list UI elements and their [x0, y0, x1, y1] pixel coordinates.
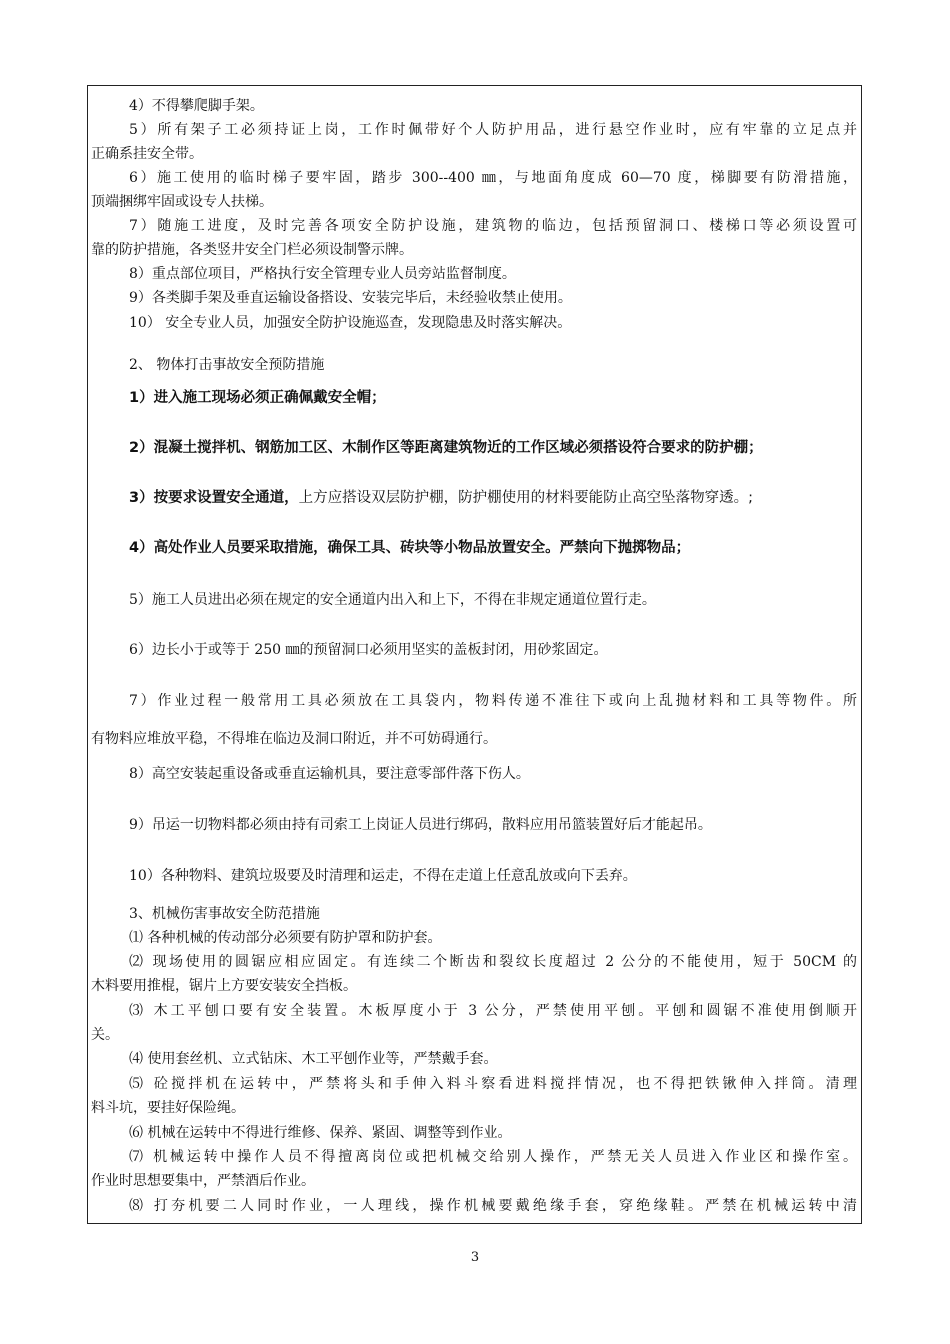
text-line: 9）吊运一切物料都必须由持有司索工上岗证人员进行绑码，散料应用吊篮装置好后才能起吊。	[129, 817, 712, 833]
text-line: 6）边长小于或等于 250 ㎜的预留洞口必须用坚实的盖板封闭，用砂浆固定。	[129, 642, 608, 658]
text-line: 5）所有架子工必须持证上岗，工作时佩带好个人防护用品，进行悬空作业时，应有牢靠的立足点并	[129, 122, 857, 138]
text-line: 木料要用推棍，锯片上方要安装安全挡板。	[91, 978, 357, 994]
text-line: 10）各种物料、建筑垃圾要及时清理和运走，不得在走道上任意乱放或向下丢弃。	[129, 868, 637, 884]
text-line: ⑸ 砼搅拌机在运转中，严禁将头和手伸入料斗察看进料搅拌情况，也不得把铁锹伸入拌筒。清理	[129, 1076, 857, 1092]
text-line: 8）高空安装起重设备或垂直运输机具，要注意零部件落下伤人。	[129, 766, 530, 782]
text-line: 正确系挂安全带。	[91, 146, 203, 162]
text-line: ⑹ 机械在运转中不得进行维修、保养、紧固、调整等到作业。	[129, 1125, 512, 1141]
text-line: 关。	[91, 1027, 119, 1043]
text-line: ⑵ 现场使用的圆锯应相应固定。有连续二个断齿和裂纹长度超过 2 公分的不能使用，短于 50CM 的	[129, 954, 857, 970]
text-line: 有物料应堆放平稳，不得堆在临边及洞口附近，并不可妨碍通行。	[91, 731, 497, 747]
text-line: 7）随施工进度，及时完善各项安全防护设施，建筑物的临边，包括预留洞口、楼梯口等必须设置可	[129, 218, 857, 234]
text-line: 8）重点部位项目，严格执行安全管理专业人员旁站监督制度。	[129, 266, 516, 282]
text-line: 作业时思想要集中，严禁酒后作业。	[91, 1173, 315, 1189]
text-line: 7）作业过程一般常用工具必须放在工具袋内，物料传递不准往下或向上乱抛材料和工具等物件。所	[129, 693, 857, 709]
text-line: 3、机械伤害事故安全防范措施	[129, 906, 320, 922]
text-line: 2）混凝土搅拌机、钢筋加工区、木制作区等距离建筑物近的工作区域必须搭设符合要求的防护棚；	[129, 440, 763, 456]
page-number: 3	[470, 1250, 480, 1265]
text-line: 6）施工使用的临时梯子要牢固，踏步 300--400 ㎜，与地面角度成 60—70 度，梯脚要有防滑措施，	[129, 170, 857, 186]
text-line: 2、 物体打击事故安全预防措施	[129, 357, 325, 373]
text-line: 靠的防护措施，各类竖井安全门栏必须设制警示牌。	[91, 242, 413, 258]
text-line: ⑶ 木工平刨口要有安全装置。木板厚度小于 3 公分，严禁使用平刨。平刨和圆锯不准使用倒顺开	[129, 1003, 857, 1019]
text-line: 5）施工人员进出必须在规定的安全通道内出入和上下，不得在非规定通道位置行走。	[129, 592, 656, 608]
text-line: 料斗坑，要挂好保险绳。	[91, 1100, 245, 1116]
text-line: 3）按要求设置安全通道，上方应搭设双层防护棚，防护棚使用的材料要能防止高空坠落物穿透。;	[129, 490, 753, 506]
text-line: 1）进入施工现场必须正确佩戴安全帽；	[129, 390, 386, 406]
text-line: 4）不得攀爬脚手架。	[129, 98, 264, 114]
text-line: ⑺ 机械运转中操作人员不得擅离岗位或把机械交给别人操作，严禁无关人员进入作业区和操作室。	[129, 1149, 857, 1165]
text-line: 4）高处作业人员要采取措施，确保工具、砖块等小物品放置安全。严禁向下抛掷物品；	[129, 540, 691, 556]
text-line: 顶端捆绑牢固或设专人扶梯。	[91, 194, 273, 210]
text-line: ⑻ 打夯机要二人同时作业，一人理线，操作机械要戴绝缘手套，穿绝缘鞋。严禁在机械运转中清	[129, 1198, 857, 1214]
text-line: ⑷ 使用套丝机、立式钻床、木工平刨作业等，严禁戴手套。	[129, 1051, 498, 1067]
text-line: ⑴ 各种机械的传动部分必须要有防护罩和防护套。	[129, 930, 442, 946]
text-line: 9）各类脚手架及垂直运输设备搭设、安装完毕后，未经验收禁止使用。	[129, 290, 572, 306]
text-line: 10） 安全专业人员，加强安全防护设施巡查，发现隐患及时落实解决。	[129, 315, 572, 331]
